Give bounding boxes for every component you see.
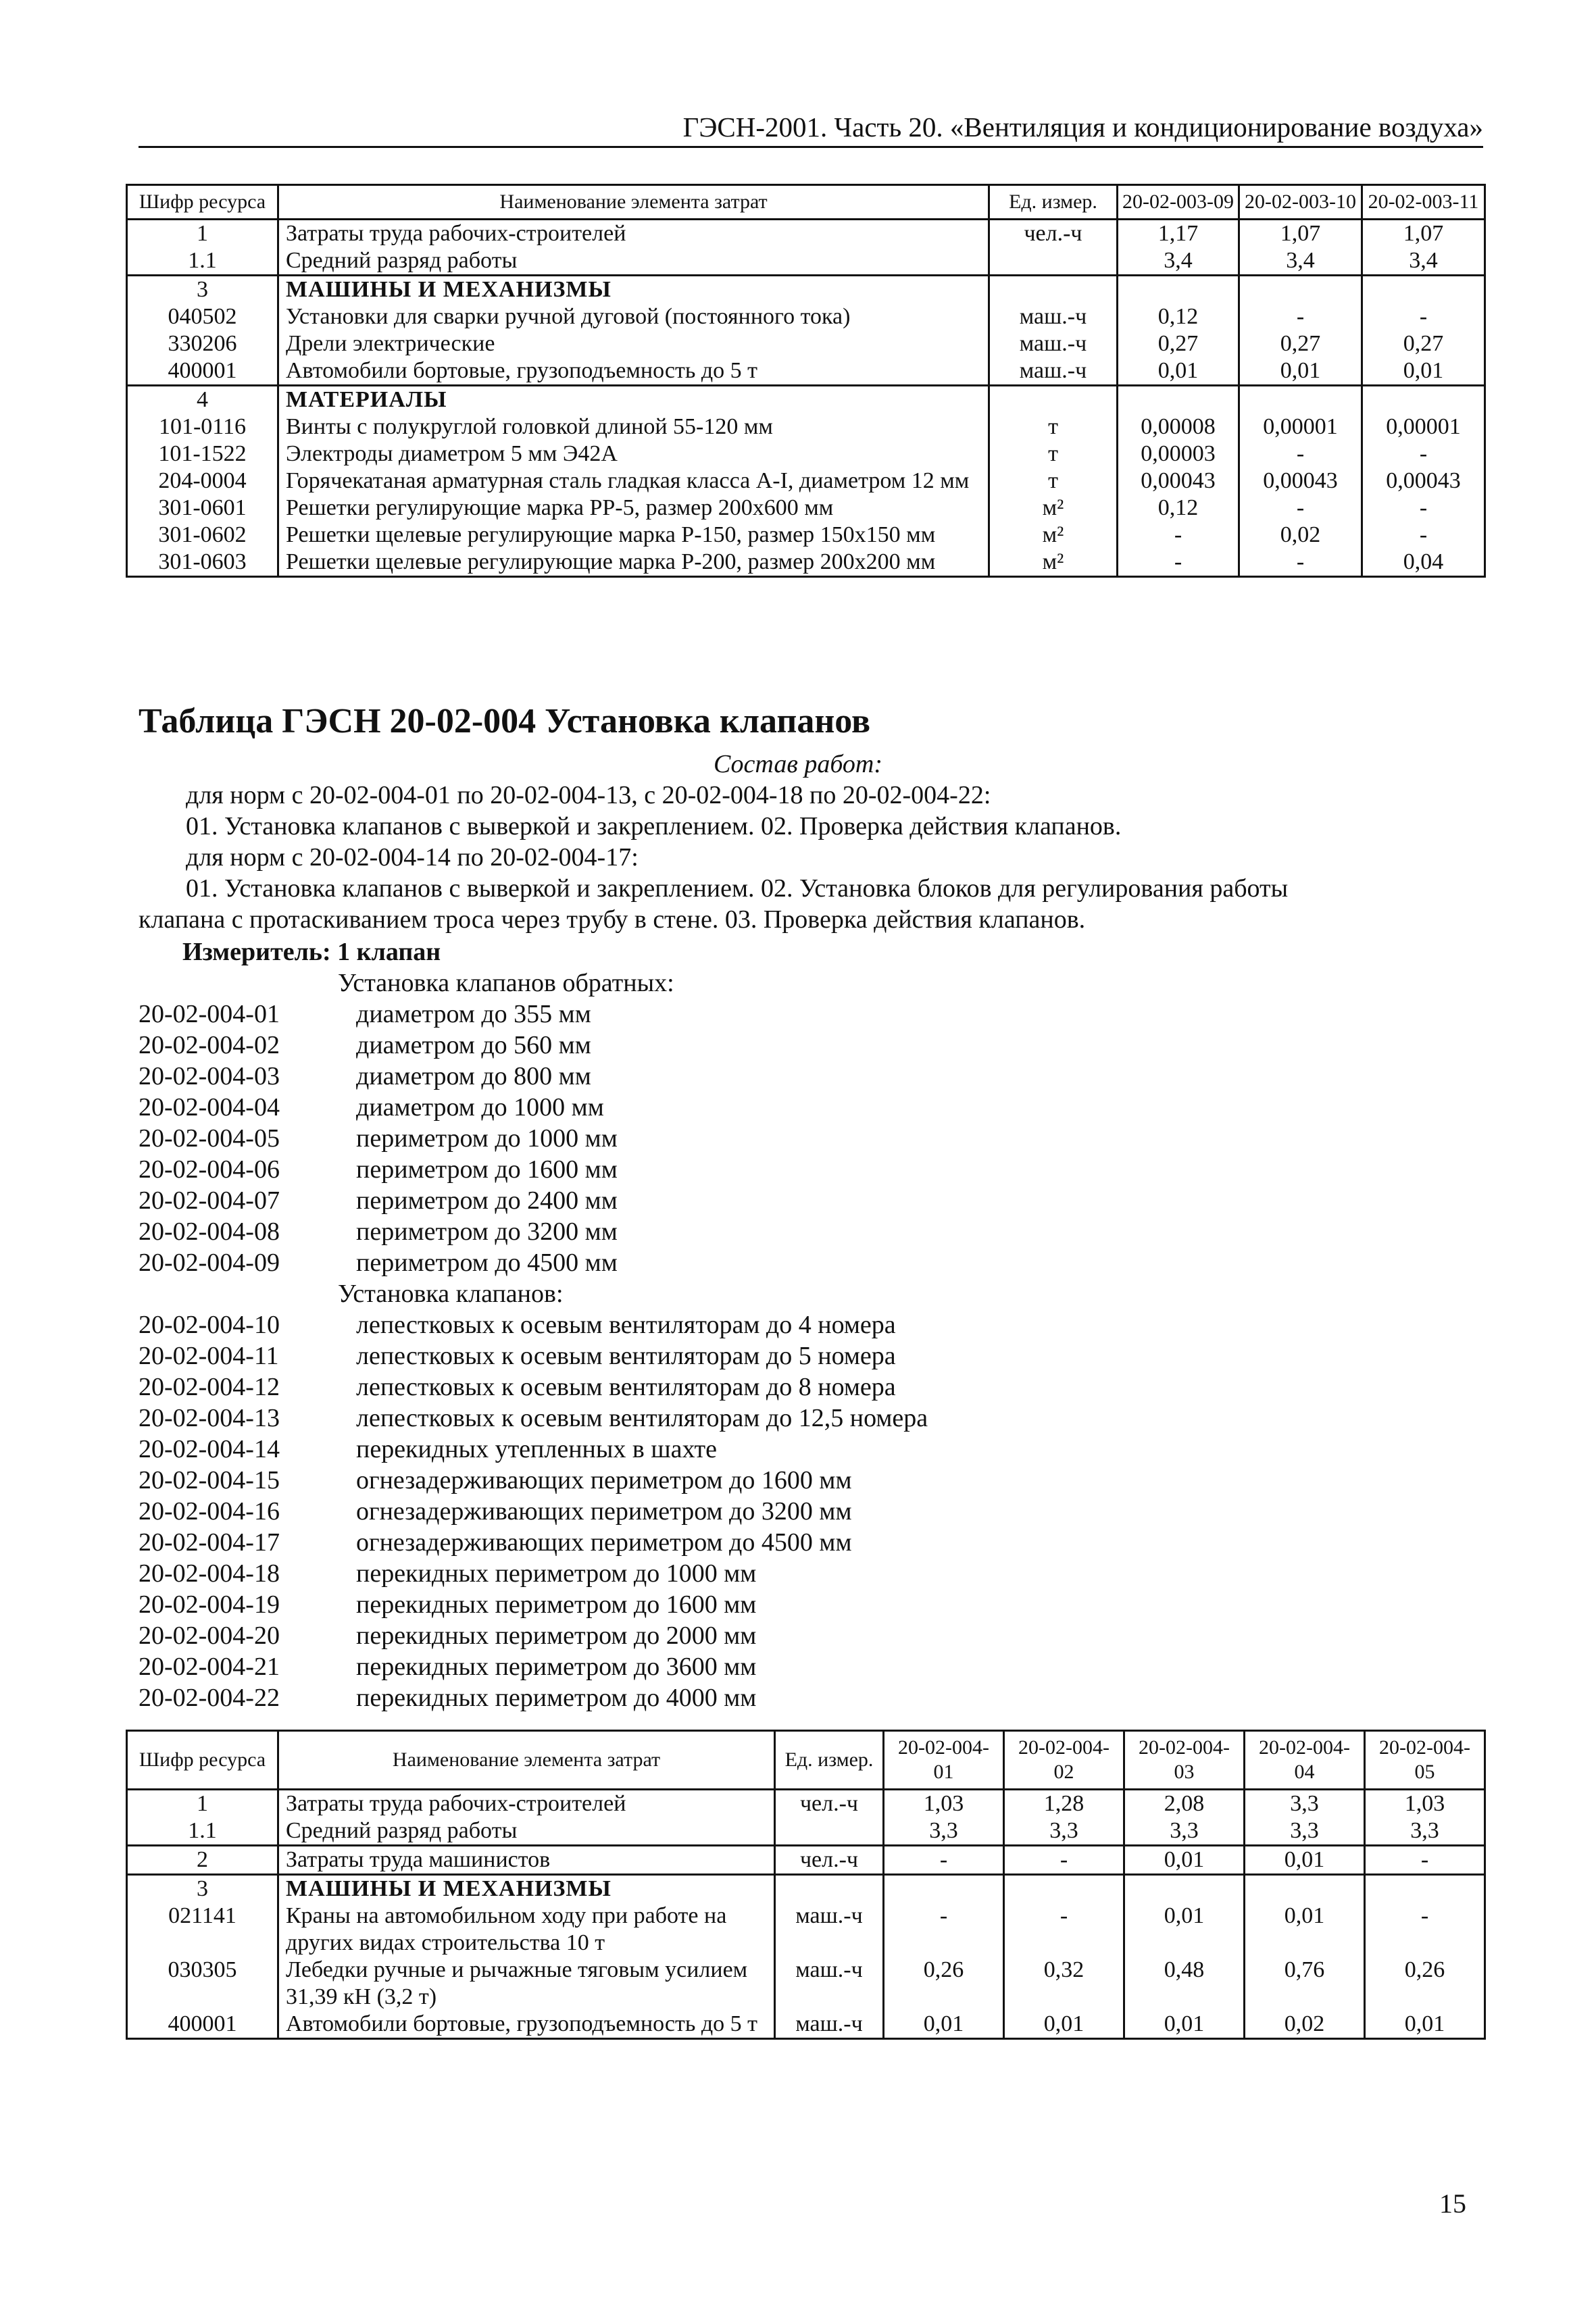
norm-value: - — [1362, 441, 1485, 468]
resource-unit — [775, 1817, 884, 1846]
page-number: 15 — [1439, 2188, 1466, 2219]
resource-unit: т — [989, 468, 1118, 495]
table-row — [127, 386, 1485, 414]
norm-value — [1118, 276, 1239, 304]
norm-value: 0,01 — [1004, 2011, 1124, 2039]
table-row — [127, 468, 1485, 495]
norm-value: 0,01 — [1124, 1903, 1245, 1957]
resource-code: 4 — [127, 386, 278, 414]
work-line: 01. Установка клапанов с выверкой и закреплением. 02. Установка блоков для регулирования работы — [186, 874, 1289, 903]
header-norm-col: 20-02-004-02 — [1004, 1731, 1124, 1790]
norm-code: 20-02-004-16 — [139, 1497, 280, 1526]
norm-value: 1,07 — [1362, 220, 1485, 248]
norm-value: 0,00043 — [1239, 468, 1362, 495]
norm-value: 0,27 — [1239, 330, 1362, 357]
norm-value: 3,3 — [1365, 1817, 1485, 1846]
norm-value: 3,3 — [1245, 1817, 1365, 1846]
resource-name: Горячекатаная арматурная сталь гладкая класса А-I, диаметром 12 мм — [278, 468, 989, 495]
resource-code: 101-0116 — [127, 413, 278, 441]
norm-description: перекидных утепленных в шахте — [356, 1435, 718, 1463]
resource-unit — [989, 247, 1118, 276]
resource-code: 030305 — [127, 1957, 278, 2011]
norm-value: - — [1362, 495, 1485, 522]
norm-item — [139, 1620, 1473, 1651]
resource-unit: маш.-ч — [775, 1957, 884, 2011]
header-norm-col: 20-02-003-09 — [1118, 185, 1239, 220]
norm-value: 0,00043 — [1362, 468, 1485, 495]
norm-value: 1,07 — [1239, 220, 1362, 248]
resource-unit: маш.-ч — [775, 2011, 884, 2039]
header-norm-col: 20-02-004-04 — [1245, 1731, 1365, 1790]
norm-code: 20-02-004-08 — [139, 1217, 280, 1246]
norm-code: 20-02-004-21 — [139, 1653, 280, 1681]
table-row — [127, 330, 1485, 357]
table-row — [127, 2011, 1485, 2039]
norm-description: огнезадерживающих периметром до 3200 мм — [356, 1497, 852, 1526]
norm-value: 0,01 — [1124, 2011, 1245, 2039]
resource-name: Автомобили бортовые, грузоподъемность до 5 т — [278, 357, 989, 386]
norm-value — [1362, 276, 1485, 304]
norm-group-title: Установка клапанов: — [338, 1280, 564, 1308]
norm-description: перекидных периметром до 1000 мм — [356, 1559, 757, 1588]
norm-value: 3,4 — [1239, 247, 1362, 276]
norm-value: 0,01 — [884, 2011, 1004, 2039]
norm-item — [139, 1589, 1473, 1620]
norm-description: огнезадерживающих периметром до 1600 мм — [356, 1466, 852, 1494]
norm-description: огнезадерживающих периметром до 4500 мм — [356, 1528, 852, 1557]
norm-description: перекидных периметром до 4000 мм — [356, 1684, 757, 1712]
norm-code: 20-02-004-02 — [139, 1031, 280, 1059]
header-norm-col: 20-02-004-01 — [884, 1731, 1004, 1790]
header-norm-col: 20-02-004-03 — [1124, 1731, 1245, 1790]
norm-item — [139, 1682, 1473, 1713]
norm-value: 0,27 — [1362, 330, 1485, 357]
norm-description: лепестковых к осевым вентиляторам до 5 номера — [356, 1342, 896, 1370]
resource-code: 204-0004 — [127, 468, 278, 495]
resource-unit — [989, 276, 1118, 304]
norm-value: 0,32 — [1004, 1957, 1124, 2011]
resource-code: 400001 — [127, 357, 278, 386]
resource-name: Затраты труда рабочих-строителей — [278, 220, 989, 248]
norm-value: 0,76 — [1245, 1957, 1365, 2011]
resource-unit: маш.-ч — [989, 357, 1118, 386]
resource-code: 3 — [127, 276, 278, 304]
resource-code: 400001 — [127, 2011, 278, 2039]
norm-code: 20-02-004-22 — [139, 1684, 280, 1712]
norm-item — [139, 1061, 1473, 1092]
resource-code: 301-0601 — [127, 495, 278, 522]
resource-name: Решетки щелевые регулирующие марка Р-200, размер 200х200 мм — [278, 549, 989, 577]
norm-value: 0,01 — [1362, 357, 1485, 386]
work-composition-text — [139, 780, 1473, 935]
norm-code: 20-02-004-14 — [139, 1435, 280, 1463]
resource-unit: т — [989, 441, 1118, 468]
norm-item — [139, 1403, 1473, 1434]
norm-item — [139, 1372, 1473, 1403]
resource-name: Установки для сварки ручной дуговой (постоянного тока) — [278, 303, 989, 330]
norm-value: - — [1365, 1846, 1485, 1875]
resource-name: Электроды диаметром 5 мм Э42А — [278, 441, 989, 468]
norm-code: 20-02-004-13 — [139, 1404, 280, 1432]
norm-code: 20-02-004-17 — [139, 1528, 280, 1557]
norm-value: 1,03 — [884, 1790, 1004, 1818]
norm-description: перекидных периметром до 3600 мм — [356, 1653, 757, 1681]
table-row — [127, 357, 1485, 386]
section-heading: МАТЕРИАЛЫ — [278, 386, 989, 414]
norm-value: 0,00001 — [1239, 413, 1362, 441]
resource-code: 040502 — [127, 303, 278, 330]
header-norm-col: 20-02-003-10 — [1239, 185, 1362, 220]
norm-value: 3,4 — [1362, 247, 1485, 276]
resource-code: 301-0602 — [127, 522, 278, 549]
resource-code: 021141 — [127, 1903, 278, 1957]
resource-name: Затраты труда машинистов — [278, 1846, 775, 1875]
norm-value: 3,3 — [1245, 1790, 1365, 1818]
norm-code: 20-02-004-12 — [139, 1373, 280, 1401]
resource-name: Средний разряд работы — [278, 247, 989, 276]
norm-value — [1239, 276, 1362, 304]
header-unit: Ед. измер. — [775, 1731, 884, 1790]
norm-description: периметром до 1000 мм — [356, 1124, 618, 1153]
norm-value: 1,03 — [1365, 1790, 1485, 1818]
norm-value: - — [1118, 549, 1239, 577]
norm-value: 3,3 — [1004, 1817, 1124, 1846]
table-row — [127, 522, 1485, 549]
resource-code: 2 — [127, 1846, 278, 1875]
table-row — [127, 549, 1485, 577]
norm-value — [1365, 1875, 1485, 1903]
norm-item — [139, 1558, 1473, 1589]
table-row — [127, 1790, 1485, 1818]
norm-item — [139, 1092, 1473, 1123]
norm-code: 20-02-004-09 — [139, 1249, 280, 1277]
norm-list — [139, 967, 1473, 1713]
norm-value — [1004, 1875, 1124, 1903]
work-line: клапана с протаскиванием троса через трубу в стене. 03. Проверка действия клапанов. — [139, 905, 1086, 934]
norm-value: 0,01 — [1239, 357, 1362, 386]
resource-unit: м² — [989, 549, 1118, 577]
norm-item — [139, 1651, 1473, 1682]
norm-description: периметром до 3200 мм — [356, 1217, 618, 1246]
norm-value: - — [1362, 522, 1485, 549]
table-header-row — [127, 185, 1485, 220]
page-header: ГЭСН-2001. Часть 20. «Вентиляция и кондиционирование воздуха» — [139, 108, 1483, 148]
norm-value: 0,12 — [1118, 303, 1239, 330]
norm-value — [1118, 386, 1239, 414]
resource-code: 1 — [127, 220, 278, 248]
table-row — [127, 247, 1485, 276]
table-row — [127, 413, 1485, 441]
norm-value — [1362, 386, 1485, 414]
norm-description: лепестковых к осевым вентиляторам до 12,5 номера — [356, 1404, 928, 1432]
table-row — [127, 1957, 1485, 2011]
norm-description: перекидных периметром до 1600 мм — [356, 1590, 757, 1619]
norm-description: периметром до 4500 мм — [356, 1249, 618, 1277]
norm-value: - — [1365, 1903, 1485, 1957]
table-row — [127, 1875, 1485, 1903]
section-heading: МАШИНЫ И МЕХАНИЗМЫ — [278, 276, 989, 304]
norm-code: 20-02-004-05 — [139, 1124, 280, 1153]
norm-value: - — [1239, 495, 1362, 522]
norm-item — [139, 1465, 1473, 1496]
resource-unit: чел.-ч — [775, 1790, 884, 1818]
table-row — [127, 495, 1485, 522]
norm-item — [139, 1123, 1473, 1154]
header-resource-code: Шифр ресурса — [127, 1731, 278, 1790]
norm-item — [139, 1030, 1473, 1061]
header-cost-element: Наименование элемента затрат — [278, 1731, 775, 1790]
norm-value: - — [1004, 1903, 1124, 1957]
norm-value: 3,3 — [1124, 1817, 1245, 1846]
header-unit: Ед. измер. — [989, 185, 1118, 220]
norm-value: - — [1239, 549, 1362, 577]
norm-code: 20-02-004-03 — [139, 1062, 280, 1090]
norm-value: 0,01 — [1245, 1903, 1365, 1957]
resource-name: Средний разряд работы — [278, 1817, 775, 1846]
norm-value: - — [884, 1903, 1004, 1957]
norm-code: 20-02-004-07 — [139, 1186, 280, 1215]
table-row — [127, 276, 1485, 304]
norm-value: 0,00003 — [1118, 441, 1239, 468]
norm-value: - — [1239, 303, 1362, 330]
norm-value: - — [1362, 303, 1485, 330]
resource-code: 3 — [127, 1875, 278, 1903]
norm-item — [139, 1247, 1473, 1278]
table-row — [127, 1903, 1485, 1957]
norm-value: 0,27 — [1118, 330, 1239, 357]
table-row — [127, 220, 1485, 248]
norm-value: 0,48 — [1124, 1957, 1245, 2011]
norm-item — [139, 1340, 1473, 1372]
norm-description: периметром до 1600 мм — [356, 1155, 618, 1184]
table-row — [127, 441, 1485, 468]
resource-name: Лебедки ручные и рычажные тяговым усилием 31,39 кН (3,2 т) — [278, 1957, 775, 2011]
table-header-row — [127, 1731, 1485, 1790]
norm-item — [139, 1154, 1473, 1185]
table-row — [127, 303, 1485, 330]
norm-value — [1239, 386, 1362, 414]
resource-code: 301-0603 — [127, 549, 278, 577]
resource-name: Затраты труда рабочих-строителей — [278, 1790, 775, 1818]
norm-value: 0,26 — [884, 1957, 1004, 2011]
resource-code: 1 — [127, 1790, 278, 1818]
norm-description: лепестковых к осевым вентиляторам до 8 номера — [356, 1373, 896, 1401]
table-row — [127, 1817, 1485, 1846]
measure-unit: Измеритель: 1 клапан — [182, 938, 441, 966]
norm-value: 0,26 — [1365, 1957, 1485, 2011]
norm-item — [139, 1434, 1473, 1465]
header-norm-col: 20-02-003-11 — [1362, 185, 1485, 220]
resource-unit: т — [989, 413, 1118, 441]
header-resource-code: Шифр ресурса — [127, 185, 278, 220]
resource-unit — [989, 386, 1118, 414]
table-row — [127, 1846, 1485, 1875]
norm-description: диаметром до 355 мм — [356, 1000, 591, 1028]
resource-unit: маш.-ч — [775, 1903, 884, 1957]
resource-code: 1.1 — [127, 247, 278, 276]
norm-value: 0,00001 — [1362, 413, 1485, 441]
norm-value: - — [1118, 522, 1239, 549]
norm-value: 0,12 — [1118, 495, 1239, 522]
norm-item — [139, 1309, 1473, 1340]
resource-unit: м² — [989, 495, 1118, 522]
norm-description: периметром до 2400 мм — [356, 1186, 618, 1215]
norm-value: - — [1004, 1846, 1124, 1875]
norm-value: 0,00043 — [1118, 468, 1239, 495]
norm-value: 0,00008 — [1118, 413, 1239, 441]
resource-name: Краны на автомобильном ходу при работе на других видах строительства 10 т — [278, 1903, 775, 1957]
resource-unit — [775, 1875, 884, 1903]
norm-value: 0,02 — [1239, 522, 1362, 549]
norm-description: диаметром до 560 мм — [356, 1031, 591, 1059]
norm-code: 20-02-004-20 — [139, 1621, 280, 1650]
resource-unit: маш.-ч — [989, 303, 1118, 330]
norm-code: 20-02-004-11 — [139, 1342, 279, 1370]
norm-code: 20-02-004-19 — [139, 1590, 280, 1619]
header-cost-element: Наименование элемента затрат — [278, 185, 989, 220]
work-composition-caption: Состав работ: — [713, 750, 883, 778]
norm-value: 1,28 — [1004, 1790, 1124, 1818]
norm-item — [139, 1527, 1473, 1558]
norm-value — [1245, 1875, 1365, 1903]
resource-unit: чел.-ч — [775, 1846, 884, 1875]
norm-item — [139, 999, 1473, 1030]
norm-value: - — [884, 1846, 1004, 1875]
norm-value: 0,01 — [1118, 357, 1239, 386]
norm-code: 20-02-004-10 — [139, 1311, 280, 1339]
norm-value: 0,02 — [1245, 2011, 1365, 2039]
norm-description: диаметром до 1000 мм — [356, 1093, 604, 1122]
norm-value: 3,3 — [884, 1817, 1004, 1846]
work-line: 01. Установка клапанов с выверкой и закреплением. 02. Проверка действия клапанов. — [186, 812, 1122, 840]
resource-unit: чел.-ч — [989, 220, 1118, 248]
norm-description: перекидных периметром до 2000 мм — [356, 1621, 757, 1650]
resource-code: 1.1 — [127, 1817, 278, 1846]
norm-code: 20-02-004-04 — [139, 1093, 280, 1122]
resource-name: Автомобили бортовые, грузоподъемность до 5 т — [278, 2011, 775, 2039]
norm-value: 0,04 — [1362, 549, 1485, 577]
norm-item — [139, 1185, 1473, 1216]
norm-code: 20-02-004-18 — [139, 1559, 280, 1588]
norm-description: лепестковых к осевым вентиляторам до 4 номера — [356, 1311, 896, 1339]
norm-value — [884, 1875, 1004, 1903]
norm-code: 20-02-004-15 — [139, 1466, 280, 1494]
work-line: для норм с 20-02-004-01 по 20-02-004-13, с 20-02-004-18 по 20-02-004-22: — [186, 781, 991, 809]
norm-value: 3,4 — [1118, 247, 1239, 276]
norm-value: 0,01 — [1124, 1846, 1245, 1875]
norm-value: 0,01 — [1365, 2011, 1485, 2039]
resource-name: Решетки щелевые регулирующие марка Р-150, размер 150х150 мм — [278, 522, 989, 549]
norm-item — [139, 1216, 1473, 1247]
norm-value: - — [1239, 441, 1362, 468]
norm-value: 2,08 — [1124, 1790, 1245, 1818]
resource-name: Решетки регулирующие марка РР-5, размер 200х600 мм — [278, 495, 989, 522]
resource-name: Винты с полукруглой головкой длиной 55-120 мм — [278, 413, 989, 441]
section-heading: МАШИНЫ И МЕХАНИЗМЫ — [278, 1875, 775, 1903]
norm-code: 20-02-004-01 — [139, 1000, 280, 1028]
resource-table-003 — [126, 184, 1486, 578]
norm-item — [139, 1496, 1473, 1527]
norm-code: 20-02-004-06 — [139, 1155, 280, 1184]
norm-value: 0,01 — [1245, 1846, 1365, 1875]
work-line: для норм с 20-02-004-14 по 20-02-004-17: — [186, 843, 639, 872]
norm-group-title: Установка клапанов обратных: — [338, 969, 674, 997]
table-title: Таблица ГЭСН 20-02-004 Установка клапанов — [139, 702, 871, 740]
header-norm-col: 20-02-004-05 — [1365, 1731, 1485, 1790]
resource-table-004 — [126, 1730, 1486, 2040]
norm-value — [1124, 1875, 1245, 1903]
resource-unit: м² — [989, 522, 1118, 549]
resource-code: 330206 — [127, 330, 278, 357]
norm-description: диаметром до 800 мм — [356, 1062, 591, 1090]
norm-value: 1,17 — [1118, 220, 1239, 248]
resource-unit: маш.-ч — [989, 330, 1118, 357]
resource-code: 101-1522 — [127, 441, 278, 468]
resource-name: Дрели электрические — [278, 330, 989, 357]
